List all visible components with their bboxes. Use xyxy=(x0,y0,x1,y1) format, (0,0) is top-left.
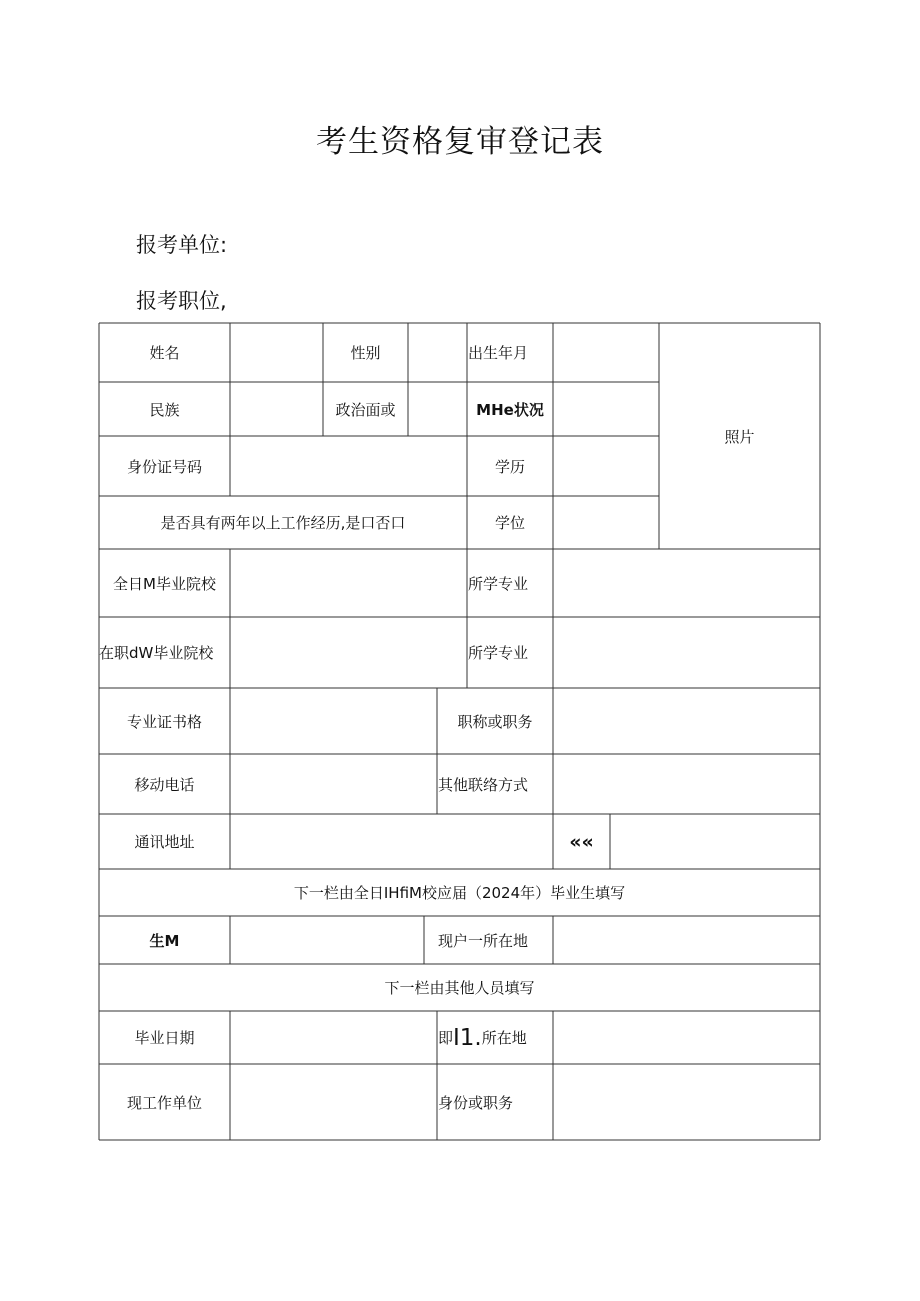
student-source-field[interactable] xyxy=(231,917,423,963)
title-post-field[interactable] xyxy=(554,689,819,753)
education-label: 学历 xyxy=(494,457,525,476)
title-post-label: 职称或职务 xyxy=(457,712,533,731)
gender-label: 性别 xyxy=(350,344,381,362)
identity-post-field[interactable] xyxy=(554,1065,819,1139)
parttime-school-field[interactable] xyxy=(231,618,466,687)
fulltime-school-field[interactable] xyxy=(231,550,466,616)
employer-label: 现工作单位 xyxy=(126,1093,202,1112)
political-status-label: 政治面或 xyxy=(335,400,396,419)
gender-field[interactable] xyxy=(409,324,466,381)
identity-post-label: 身份或职务 xyxy=(438,1093,514,1112)
postcode-label: «« xyxy=(569,830,594,853)
location-label-prefix: 即 xyxy=(438,1029,454,1047)
parttime-school-label: 在职dW毕业院校 xyxy=(99,644,214,662)
graduation-date-field[interactable] xyxy=(231,1012,436,1063)
page-title: 考生资格复审登记表 xyxy=(316,124,604,160)
id-number-field[interactable] xyxy=(231,437,466,495)
name-field[interactable] xyxy=(231,324,322,381)
birth-label: 出生年月 xyxy=(468,344,529,362)
ethnicity-field[interactable] xyxy=(231,383,322,435)
student-source-label: 生M xyxy=(149,931,180,950)
graduation-date-label: 毕业日期 xyxy=(134,1029,195,1047)
employer-field[interactable] xyxy=(231,1065,436,1139)
name-label: 姓名 xyxy=(149,344,180,362)
health-field[interactable] xyxy=(554,383,658,435)
work-experience-question[interactable]: 是否具有两年以上工作经历,是口否口 xyxy=(160,514,406,532)
degree-field[interactable] xyxy=(554,497,658,548)
degree-label: 学位 xyxy=(494,514,525,532)
birth-field[interactable] xyxy=(554,324,658,381)
current-location-label xyxy=(438,1011,553,1064)
address-label: 通讯地址 xyxy=(134,833,195,851)
id-number-label: 身份证号码 xyxy=(126,457,202,476)
mobile-label: 移动电话 xyxy=(134,775,195,794)
apply-unit-label: 报考单位: xyxy=(136,233,228,257)
health-label: MHe状况 xyxy=(476,400,544,419)
photo-area[interactable]: 照片 xyxy=(724,427,755,446)
others-section-header: 下一栏由其他人员填写 xyxy=(384,979,535,997)
fulltime-school-label: 全日M毕业院校 xyxy=(113,574,216,593)
apply-position-label: 报考职位, xyxy=(136,289,227,313)
other-contact-label: 其他联络方式 xyxy=(438,775,529,794)
location-label-mark: I1. xyxy=(453,1024,482,1051)
ethnicity-label: 民族 xyxy=(149,400,180,419)
other-contact-field[interactable] xyxy=(554,755,819,813)
hukou-field[interactable] xyxy=(554,917,819,963)
hukou-label: 现户一所在地 xyxy=(438,931,529,950)
graduates-section-header: 下一栏由全日IHfiM校应届（2024年）毕业生填写 xyxy=(293,884,626,902)
certificate-field[interactable] xyxy=(231,689,436,753)
major-label-2: 所学专业 xyxy=(468,644,529,662)
education-field[interactable] xyxy=(554,437,658,495)
location-label-suffix: 所在地 xyxy=(481,1029,527,1047)
address-field[interactable] xyxy=(231,815,552,868)
certificate-label: 专业证书格 xyxy=(126,712,202,731)
mobile-field[interactable] xyxy=(231,755,436,813)
political-status-field[interactable] xyxy=(409,383,466,435)
major-field-2[interactable] xyxy=(554,618,819,687)
postcode-field[interactable] xyxy=(611,815,819,868)
current-location-field[interactable] xyxy=(554,1012,819,1063)
major-label-1: 所学专业 xyxy=(468,574,529,593)
major-field-1[interactable] xyxy=(554,550,819,616)
